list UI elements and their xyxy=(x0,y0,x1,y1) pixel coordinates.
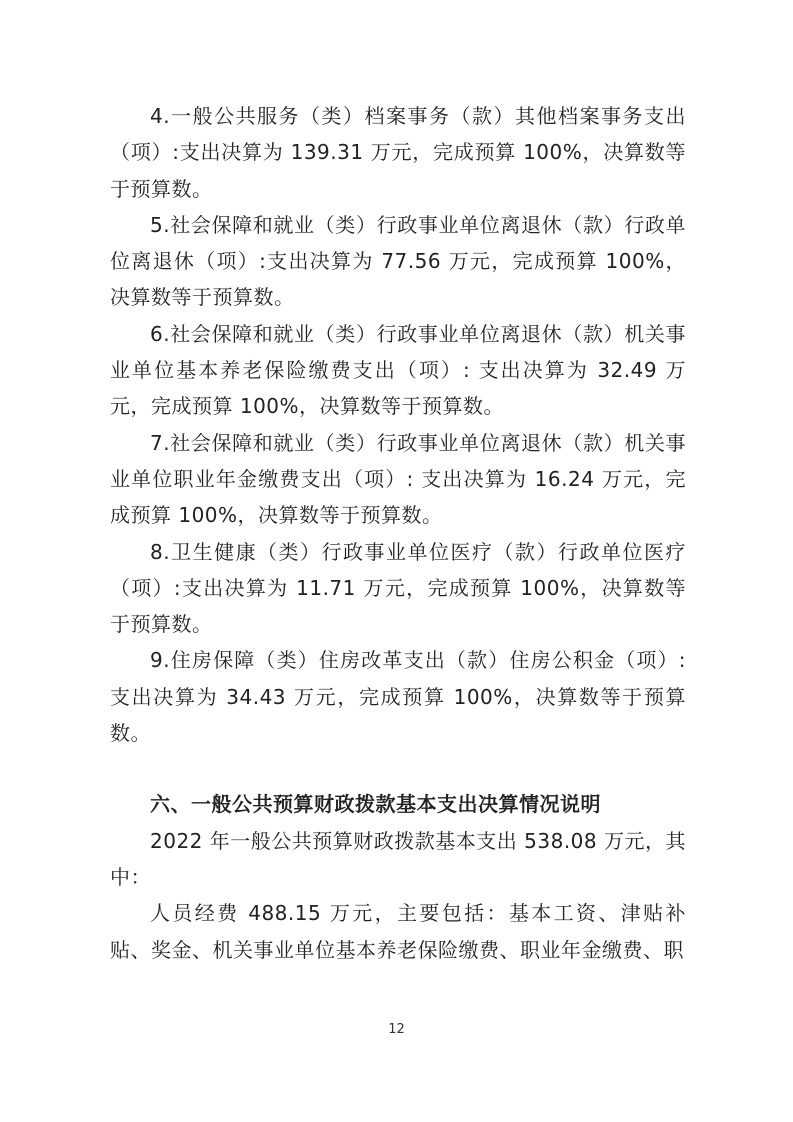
expenditure-item-8: 8.卫生健康（类）行政事业单位医疗（款）行政单位医疗（项）:支出决算为 11.71 万元，完成预算 100%，决算数等于预算数。 xyxy=(110,539,686,637)
expenditure-item-5: 5.社会保障和就业（类）行政事业单位离退休（款）行政单位离退休（项）:支出决算为 77.56 万元，完成预算 100%，决算数等于预算数。 xyxy=(110,212,686,310)
basic-expenditure-summary: 2022 年一般公共预算财政拨款基本支出 538.08 万元，其中： xyxy=(110,828,686,889)
document-body xyxy=(110,98,686,968)
personnel-expenses-paragraph: 人员经费 488.15 万元，主要包括：基本工资、津贴补贴、奖金、机关事业单位基本养老保险缴费、职业年金缴费、职 xyxy=(110,901,686,962)
expenditure-item-9: 9.住房保障（类）住房改革支出（款）住房公积金（项）:支出决算为 34.43 万元，完成预算 100%，决算数等于预算数。 xyxy=(110,648,686,746)
expenditure-item-4: 4.一般公共服务（类）档案事务（款）其他档案事务支出（项）:支出决算为 139.31 万元，完成预算 100%，决算数等于预算数。 xyxy=(110,104,686,201)
page-number: 12 xyxy=(388,1022,405,1037)
expenditure-item-7: 7.社会保障和就业（类）行政事业单位离退休（款）机关事业单位职业年金缴费支出（项）: 支出决算为 16.24 万元，完成预算 100%，决算数等于预算数。 xyxy=(110,430,686,528)
expenditure-item-6: 6.社会保障和就业（类）行政事业单位离退休（款）机关事业单位基本养老保险缴费支出（项）: 支出决算为 32.49 万元，完成预算 100%，决算数等于预算数。 xyxy=(110,321,686,419)
section-heading: 六、一般公共预算财政拨款基本支出决算情况说明 xyxy=(150,792,601,817)
